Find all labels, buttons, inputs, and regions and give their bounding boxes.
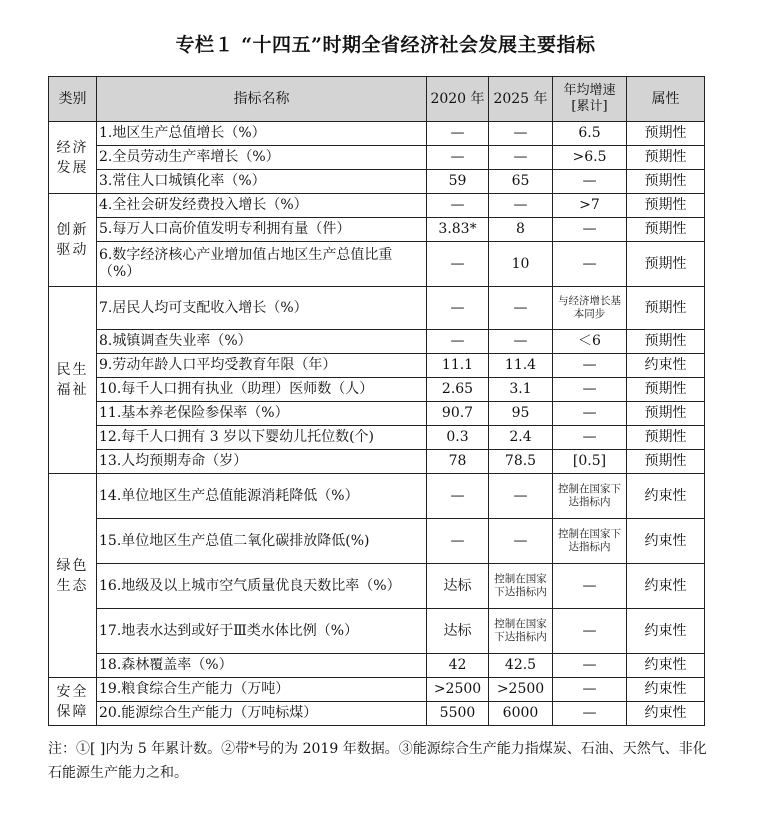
indicator-name: 18.森林覆盖率（%） [97,654,427,678]
header-attribute: 属性 [627,77,705,122]
header-growth: 年均增速[累计] [553,77,627,122]
value-2025: — [489,146,553,170]
header-2025: 2025 年 [489,77,553,122]
table-row [49,218,705,242]
attribute-value: 约束性 [627,519,705,564]
value-2025: 10 [489,242,553,287]
value-2020: 90.7 [427,402,489,426]
category-cell: 绿色生态 [49,474,97,678]
table-row [49,122,705,146]
value-2025: 3.1 [489,378,553,402]
indicator-name: 9.劳动年龄人口平均受教育年限（年） [97,354,427,378]
value-2025: 控制在国家下达指标内 [489,609,553,654]
value-2020: 2.65 [427,378,489,402]
indicators-table [48,76,705,726]
attribute-value: 预期性 [627,402,705,426]
category-cell: 经济发展 [49,122,97,194]
growth-value: — [553,378,627,402]
value-2025: 65 [489,170,553,194]
table-row [49,702,705,726]
indicator-name: 4.全社会研发经费投入增长（%） [97,194,427,218]
value-2020: 78 [427,450,489,474]
table-row [49,402,705,426]
table-row [49,678,705,702]
header-indicator: 指标名称 [97,77,427,122]
value-2020: — [427,474,489,519]
indicator-name: 2.全员劳动生产率增长（%） [97,146,427,170]
attribute-value: 约束性 [627,474,705,519]
growth-value: — [553,242,627,287]
growth-value: 控制在国家下达指标内 [553,474,627,519]
attribute-value: 预期性 [627,194,705,218]
attribute-value: 预期性 [627,170,705,194]
attribute-value: 约束性 [627,702,705,726]
growth-value: — [553,564,627,609]
indicator-name: 7.居民人均可支配收入增长（%） [97,287,427,330]
value-2025: 42.5 [489,654,553,678]
table-row [49,194,705,218]
header-category: 类别 [49,77,97,122]
indicator-name: 1.地区生产总值增长（%） [97,122,427,146]
table-row [49,450,705,474]
attribute-value: 预期性 [627,426,705,450]
indicator-name: 16.地级及以上城市空气质量优良天数比率（%） [97,564,427,609]
category-cell: 安全保障 [49,678,97,726]
growth-value: — [553,654,627,678]
value-2020: — [427,330,489,354]
indicator-name: 11.基本养老保险参保率（%） [97,402,427,426]
attribute-value: 预期性 [627,378,705,402]
table-row [49,474,705,519]
attribute-value: 预期性 [627,287,705,330]
value-2020: 达标 [427,564,489,609]
value-2020: — [427,194,489,218]
value-2025: 11.4 [489,354,553,378]
table-row [49,654,705,678]
growth-value: — [553,354,627,378]
value-2020: — [427,242,489,287]
growth-value: — [553,218,627,242]
indicator-name: 5.每万人口高价值发明专利拥有量（件） [97,218,427,242]
value-2025: 2.4 [489,426,553,450]
attribute-value: 约束性 [627,609,705,654]
header-2020: 2020 年 [427,77,489,122]
value-2025: 8 [489,218,553,242]
growth-value: >7 [553,194,627,218]
attribute-value: 预期性 [627,330,705,354]
value-2025: — [489,122,553,146]
value-2020: — [427,519,489,564]
header-row [49,77,705,122]
value-2025: 78.5 [489,450,553,474]
category-cell: 民生福祉 [49,287,97,474]
indicator-name: 3.常住人口城镇化率（%） [97,170,427,194]
value-2025: 控制在国家下达指标内 [489,564,553,609]
attribute-value: 预期性 [627,450,705,474]
table-row [49,354,705,378]
value-2020: — [427,287,489,330]
growth-value: [0.5] [553,450,627,474]
indicator-name: 15.单位地区生产总值二氧化碳排放降低(%) [97,519,427,564]
value-2025: — [489,287,553,330]
table-row [49,146,705,170]
growth-value: — [553,402,627,426]
indicator-name: 10.每千人口拥有执业（助理）医师数（人） [97,378,427,402]
indicator-name: 17.地表水达到或好于Ⅲ类水体比例（%） [97,609,427,654]
attribute-value: 约束性 [627,354,705,378]
value-2025: — [489,474,553,519]
attribute-value: 预期性 [627,146,705,170]
growth-value: — [553,426,627,450]
value-2020: 5500 [427,702,489,726]
attribute-value: 约束性 [627,564,705,609]
table-row [49,426,705,450]
table-row [49,287,705,330]
growth-value: — [553,170,627,194]
table-row [49,564,705,609]
value-2020: 3.83* [427,218,489,242]
value-2025: 6000 [489,702,553,726]
value-2025: — [489,519,553,564]
attribute-value: 预期性 [627,122,705,146]
indicator-name: 19.粮食综合生产能力（万吨） [97,678,427,702]
attribute-value: 约束性 [627,678,705,702]
growth-value: 与经济增长基本同步 [553,287,627,330]
category-cell: 创新驱动 [49,194,97,287]
value-2025: >2500 [489,678,553,702]
indicator-name: 6.数字经济核心产业增加值占地区生产总值比重（%） [97,242,427,287]
growth-value: ＜6 [553,330,627,354]
growth-value: — [553,609,627,654]
indicator-name: 12.每千人口拥有 3 岁以下婴幼儿托位数(个) [97,426,427,450]
table-note: 注：①[ ]内为 5 年累计数。②带*号的为 2019 年数据。③能源综合生产能力指煤炭、石油、天然气、非化石能源生产能力之和。 [48,741,707,781]
indicator-name: 8.城镇调查失业率（%） [97,330,427,354]
value-2020: 0.3 [427,426,489,450]
table-row [49,170,705,194]
table-row [49,242,705,287]
indicator-name: 13.人均预期寿命（岁） [97,450,427,474]
attribute-value: 预期性 [627,242,705,287]
indicator-name: 20.能源综合生产能力（万吨标煤） [97,702,427,726]
attribute-value: 预期性 [627,218,705,242]
value-2020: 达标 [427,609,489,654]
growth-value: — [553,702,627,726]
growth-value: 控制在国家下达指标内 [553,519,627,564]
value-2025: — [489,330,553,354]
indicator-name: 14.单位地区生产总值能源消耗降低（%） [97,474,427,519]
value-2020: 59 [427,170,489,194]
value-2020: >2500 [427,678,489,702]
growth-value: >6.5 [553,146,627,170]
table-row [49,378,705,402]
table-row [49,609,705,654]
value-2020: — [427,122,489,146]
attribute-value: 约束性 [627,654,705,678]
value-2020: 11.1 [427,354,489,378]
value-2020: — [427,146,489,170]
value-2025: — [489,194,553,218]
table-title: 专栏１ “十四五”时期全省经济社会发展主要指标 [175,34,596,56]
growth-value: 6.5 [553,122,627,146]
value-2020: 42 [427,654,489,678]
table-row [49,519,705,564]
table-row [49,330,705,354]
value-2025: 95 [489,402,553,426]
growth-value: — [553,678,627,702]
